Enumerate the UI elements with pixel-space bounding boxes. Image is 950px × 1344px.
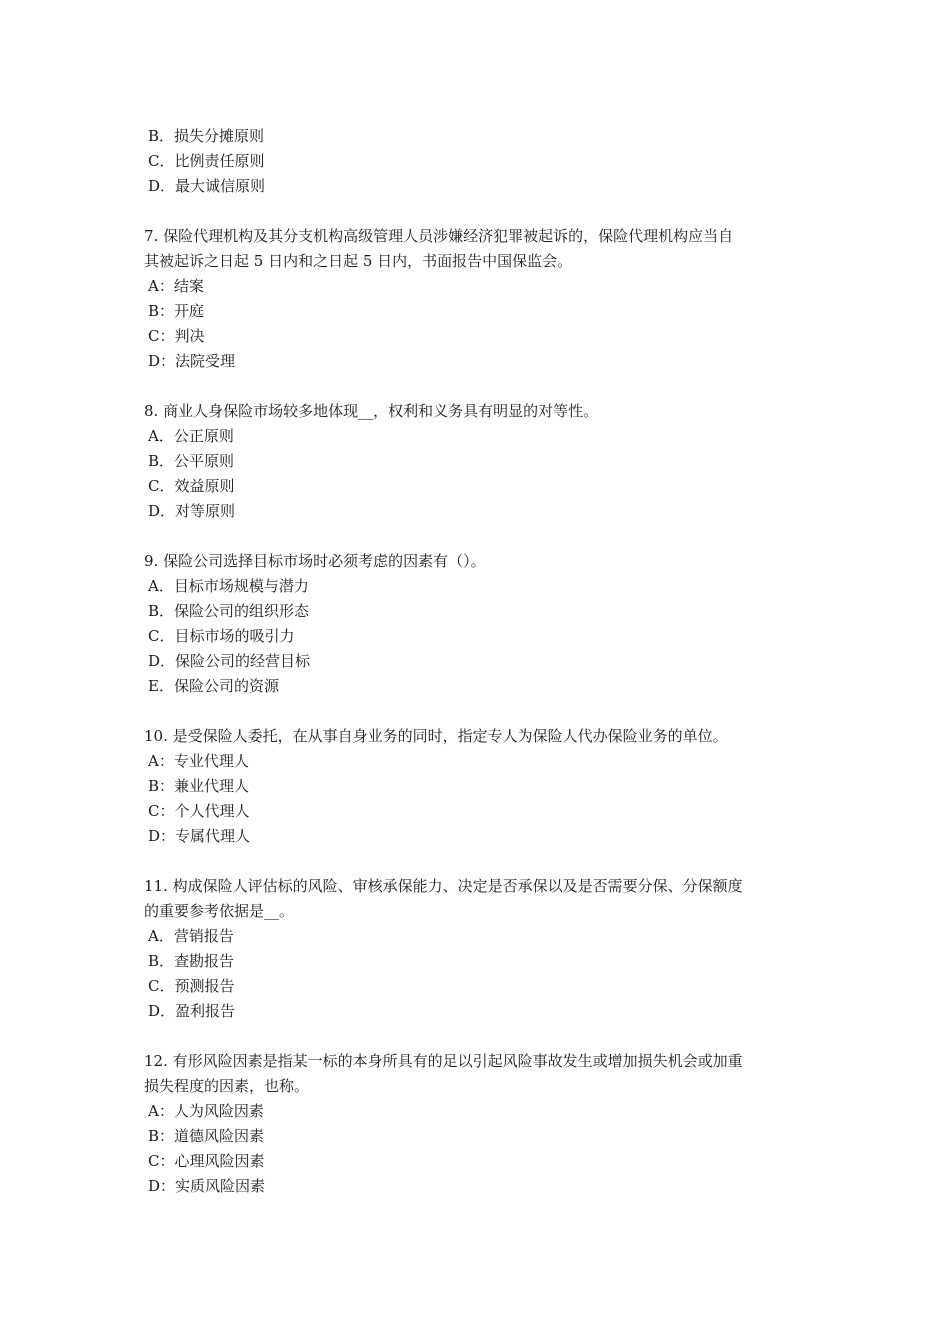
option-a: A：专业代理人 (148, 752, 249, 770)
option-c: C．目标市场的吸引力 (148, 627, 295, 645)
question-text: 7. 保险代理机构及其分支机构高级管理人员涉嫌经济犯罪被起诉的，保险代理机构应当自 (144, 227, 734, 245)
document-page (144, 124, 814, 1199)
question-text: 10. 是受保险人委托，在从事自身业务的同时，指定专人为保险人代办保险业务的单位。 (144, 727, 728, 745)
question-text-continued: 其被起诉之日起 5 日内和之日起 5 日内，书面报告中国保监会。 (144, 252, 573, 270)
option-a: A．营销报告 (148, 927, 234, 945)
question-text: 12. 有形风险因素是指某一标的本身所具有的足以引起风险事故发生或增加损失机会或加重 (144, 1052, 743, 1070)
option-a: A．目标市场规模与潜力 (148, 577, 309, 595)
option-c: C．比例责任原则 (148, 152, 265, 170)
option-d: D．盈利报告 (148, 1002, 236, 1020)
question-text: 9. 保险公司选择目标市场时必须考虑的因素有（）。 (144, 552, 486, 570)
prev-question-options (144, 124, 814, 199)
option-c: C：判决 (148, 327, 205, 345)
option-b: B．公平原则 (148, 452, 235, 470)
question-12 (144, 1049, 814, 1199)
question-11 (144, 874, 814, 1024)
question-7 (144, 224, 814, 374)
option-b: B．保险公司的组织形态 (148, 602, 310, 620)
option-d: D：法院受理 (148, 352, 236, 370)
question-9 (144, 549, 814, 699)
option-d: D：实质风险因素 (148, 1177, 266, 1195)
option-d: D．对等原则 (148, 502, 236, 520)
question-text: 8. 商业人身保险市场较多地体现__，权利和义务具有明显的对等性。 (144, 402, 599, 420)
option-d: D：专属代理人 (148, 827, 251, 845)
question-8 (144, 399, 814, 524)
option-b: B：开庭 (148, 302, 205, 320)
option-c: C．预测报告 (148, 977, 235, 995)
option-b: B．查勘报告 (148, 952, 235, 970)
option-d: D．最大诚信原则 (148, 177, 266, 195)
option-e: E．保险公司的资源 (148, 677, 279, 695)
option-c: C．效益原则 (148, 477, 235, 495)
question-text: 11. 构成保险人评估标的风险、审核承保能力、决定是否承保以及是否需要分保、分保额度 (144, 877, 743, 895)
option-a: A：人为风险因素 (148, 1102, 264, 1120)
option-a: A．公正原则 (148, 427, 234, 445)
option-b: B．损失分摊原则 (148, 127, 265, 145)
question-text-continued: 的重要参考依据是__。 (144, 902, 295, 920)
option-b: B：道德风险因素 (148, 1127, 265, 1145)
option-c: C：心理风险因素 (148, 1152, 265, 1170)
option-c: C：个人代理人 (148, 802, 250, 820)
option-b: B：兼业代理人 (148, 777, 250, 795)
question-text-continued: 损失程度的因素，也称。 (144, 1077, 310, 1095)
question-10 (144, 724, 814, 849)
option-a: A：结案 (148, 277, 204, 295)
option-d: D．保险公司的经营目标 (148, 652, 311, 670)
